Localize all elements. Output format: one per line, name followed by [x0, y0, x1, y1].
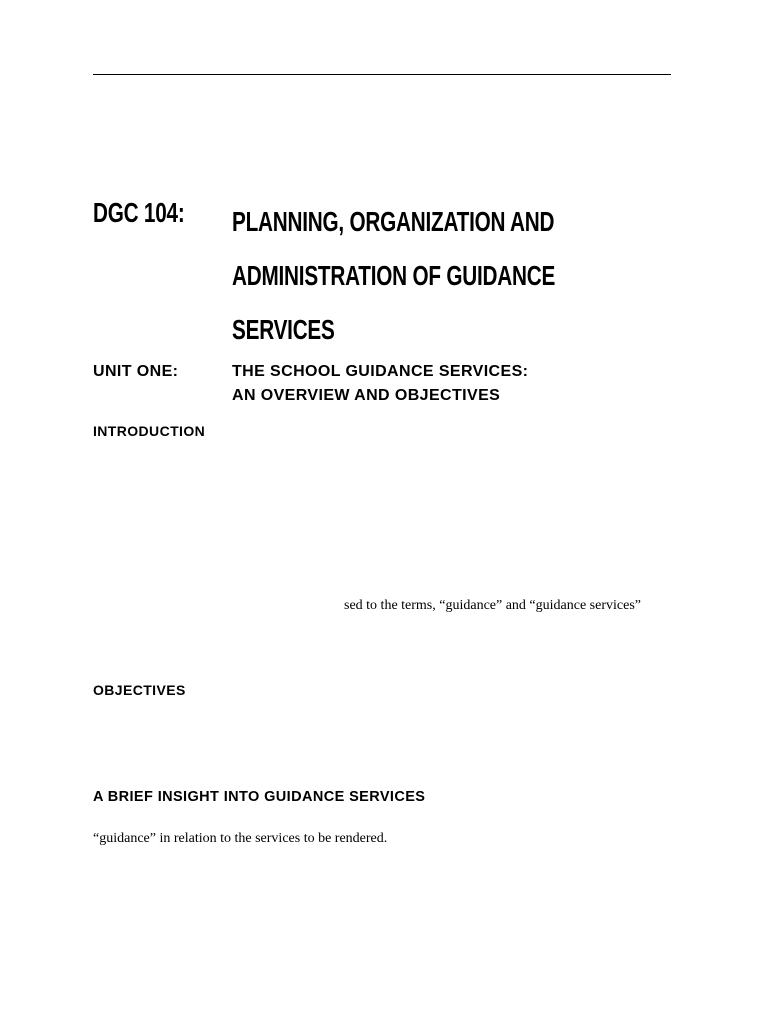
course-title-line-1: PLANNING, ORGANIZATION AND: [232, 206, 555, 237]
unit-title-line-2: AN OVERVIEW AND OBJECTIVES: [232, 387, 501, 404]
insight-heading: A BRIEF INSIGHT INTO GUIDANCE SERVICES: [93, 789, 426, 805]
top-horizontal-rule: [93, 74, 671, 75]
insight-text-fragment: “guidance” in relation to the services to be rendered.: [93, 831, 388, 846]
introduction-heading: INTRODUCTION: [93, 423, 206, 439]
introduction-text-fragment: sed to the terms, “guidance” and “guidance services”: [344, 598, 641, 613]
unit-title: [232, 360, 528, 408]
course-title-line-2: ADMINISTRATION OF GUIDANCE: [232, 260, 556, 291]
course-title: [232, 195, 555, 357]
unit-label: UNIT ONE:: [93, 363, 179, 380]
unit-title-line-1: THE SCHOOL GUIDANCE SERVICES:: [232, 363, 529, 380]
course-code: DGC 104:: [93, 197, 185, 228]
objectives-heading: OBJECTIVES: [93, 682, 186, 698]
course-title-line-3: SERVICES: [232, 314, 335, 345]
